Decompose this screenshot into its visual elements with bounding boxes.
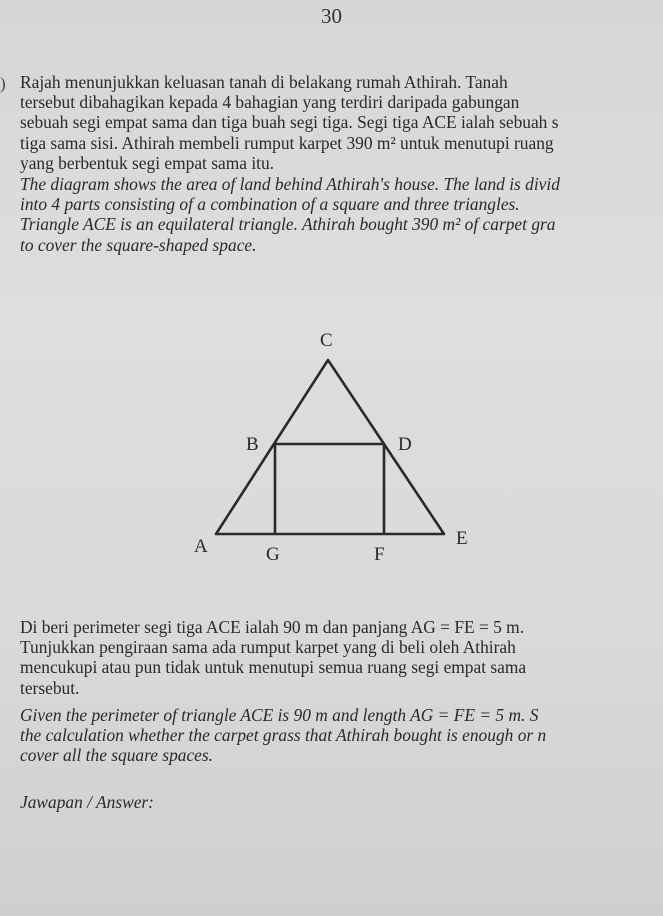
malay-question-paragraph	[20, 617, 662, 698]
label-a: A	[194, 536, 208, 557]
english-question-line: cover all the square spaces.	[20, 745, 214, 766]
answer-label: Jawapan / Answer:	[20, 792, 154, 812]
english-intro-paragraph	[20, 174, 662, 255]
malay-intro-line: tersebut dibahagikan kepada 4 bahagian yang terdiri daripada gabungan	[20, 92, 520, 113]
label-b: B	[246, 434, 259, 455]
label-g: G	[266, 544, 280, 565]
malay-question-line: tersebut.	[20, 677, 80, 698]
triangle-square-diagram	[180, 320, 480, 570]
label-f: F	[374, 544, 385, 565]
label-e: E	[456, 528, 468, 549]
malay-intro-line: yang berbentuk segi empat sama itu.	[20, 152, 275, 173]
question-marker: )	[0, 74, 6, 93]
english-question-line: the calculation whether the carpet grass that Athirah bought is enough or n	[20, 725, 547, 746]
malay-question-line: Di beri perimeter segi tiga ACE ialah 90 m dan panjang AG = FE = 5 m.	[20, 617, 525, 637]
english-intro-line: to cover the square-shaped space.	[20, 234, 257, 255]
malay-intro-line: tiga sama sisi. Athirah membeli rumput karpet 390 m² untuk menutupi ruang	[20, 132, 554, 153]
english-intro-line: The diagram shows the area of land behind Athirah's house. The land is divid	[20, 174, 560, 194]
malay-intro-line: Rajah menunjukkan keluasan tanah di belakang rumah Athirah. Tanah	[20, 72, 508, 92]
malay-question-line: Tunjukkan pengiraan sama ada rumput karpet yang di beli oleh Athirah	[20, 637, 516, 658]
label-d: D	[398, 434, 412, 455]
english-question-line: Given the perimeter of triangle ACE is 90 m and length AG = FE = 5 m. S	[20, 705, 539, 725]
english-intro-line: into 4 parts consisting of a combination of a square and three triangles.	[20, 194, 520, 215]
english-intro-line: Triangle ACE is an equilateral triangle. Athirah bought 390 m² of carpet gra	[20, 214, 556, 235]
label-c: C	[320, 330, 333, 351]
english-question-paragraph	[20, 705, 662, 766]
malay-intro-paragraph	[20, 72, 662, 173]
malay-question-line: mencukupi atau pun tidak untuk menutupi semua ruang segi empat sama	[20, 657, 527, 678]
page-number: 30	[321, 4, 342, 28]
malay-intro-line: sebuah segi empat sama dan tiga buah segi tiga. Segi tiga ACE ialah sebuah s	[20, 112, 559, 133]
square-bdfg	[275, 444, 384, 534]
